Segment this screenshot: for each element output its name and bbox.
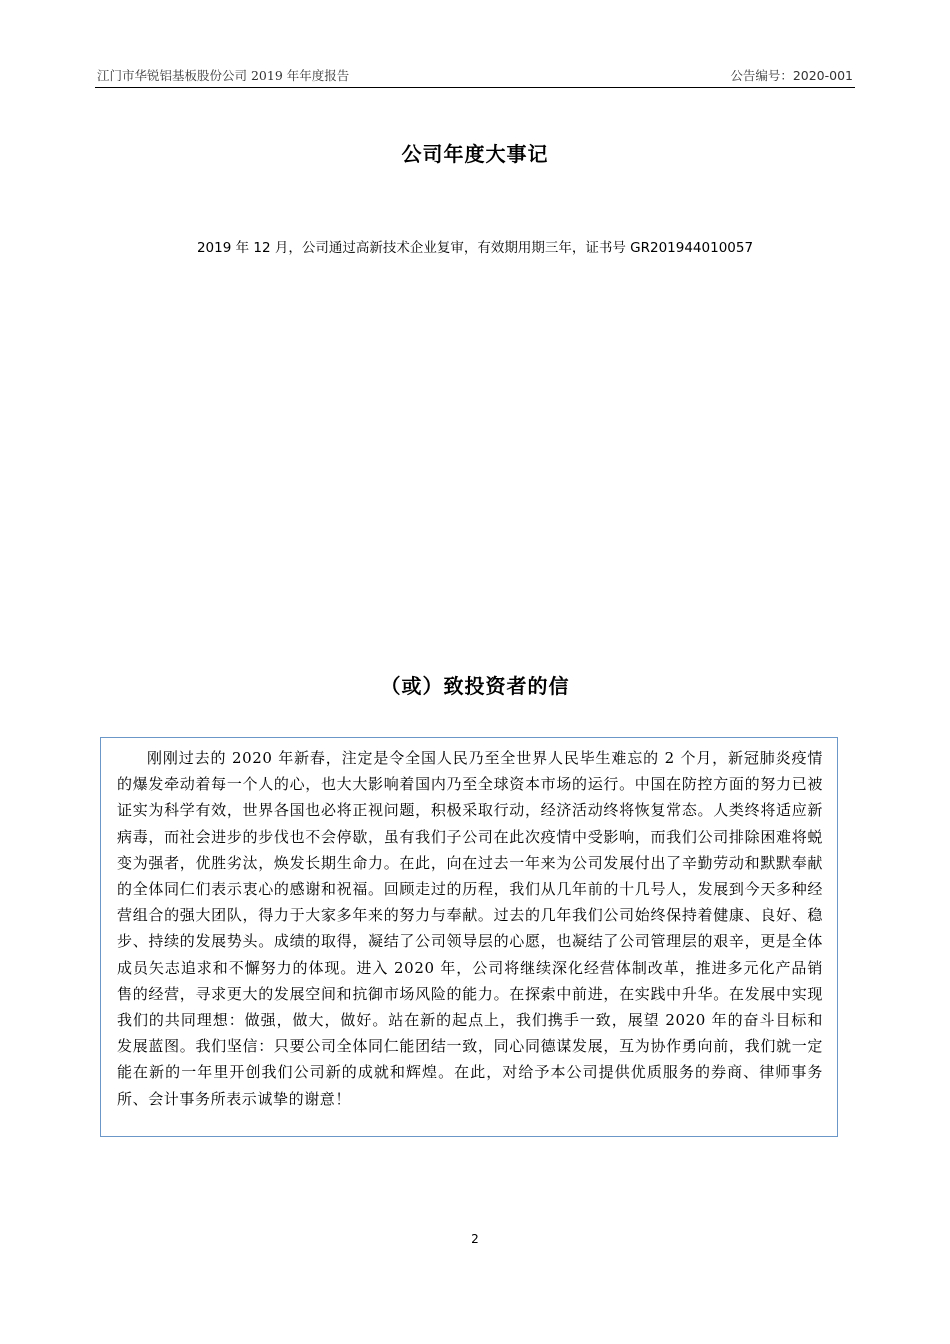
letter-section-title: （或）致投资者的信 bbox=[380, 674, 570, 698]
events-section-title: 公司年度大事记 bbox=[401, 142, 549, 166]
letter-body: 刚刚过去的 2020 年新春，注定是令全国人民乃至全世界人民毕生难忘的 2 个月，新冠肺炎疫情的爆发牵动着每一个人的心，也大大影响着国内乃至全球资本市场的运行。中国在防控方面的努力已被证实为科学有效，世界各国也必将正视问题，积极采取行动，经济活动终将恢复常态。人类终将适应新病毒，而社会进步的步伐也不会停歇，虽有我们子公司在此次疫情中受影响，而我们公司排除困难将蜕变为强者，优胜劣汰，焕发长期生命力。在此，向在过去一年来为公司发展付出了辛勤劳动和默默奉献的全体同仁们表示衷心的感谢和祝福。回顾走过的历程，我们从几年前的十几号人，发展到今天多种经营组合的强大团队，得力于大家多年来的努力与奉献。过去的几年我们公司始终保持着健康、良好、稳步、持续的发展势头。成绩的取得，凝结了公司领导层的心愿，也凝结了公司管理层的艰辛，更是全体成员矢志追求和不懈努力的体现。进入 2020 年，公司将继续深化经营体制改革，推进多元化产品销售的经营，寻求更大的发展空间和抗御市场风险的能力。在探索中前进，在实践中升华。在发展中实现我们的共同理想：做强，做大，做好。站在新的起点上，我们携手一致，展望 2020 年的奋斗目标和发展蓝图。我们坚信：只要公司全体同仁能团结一致，同心同德谋发展，互为协作勇向前，我们就一定能在新的一年里开创我们公司新的成就和辉煌。在此，对给予本公司提供优质服务的券商、律师事务所、会计事务所表示诚挚的谢意！ bbox=[117, 749, 823, 1108]
header-company-report-title: 江门市华锐铝基板股份公司 2019 年年度报告 bbox=[97, 68, 350, 83]
page-number: 2 bbox=[471, 1232, 479, 1246]
letter-text-box bbox=[100, 737, 838, 1137]
event-item: 2019 年 12 月，公司通过高新技术企业复审，有效期用期三年，证书号 GR201944010057 bbox=[196, 240, 754, 256]
header-divider bbox=[95, 87, 855, 88]
header-announcement-number: 公告编号：2020-001 bbox=[730, 68, 853, 83]
